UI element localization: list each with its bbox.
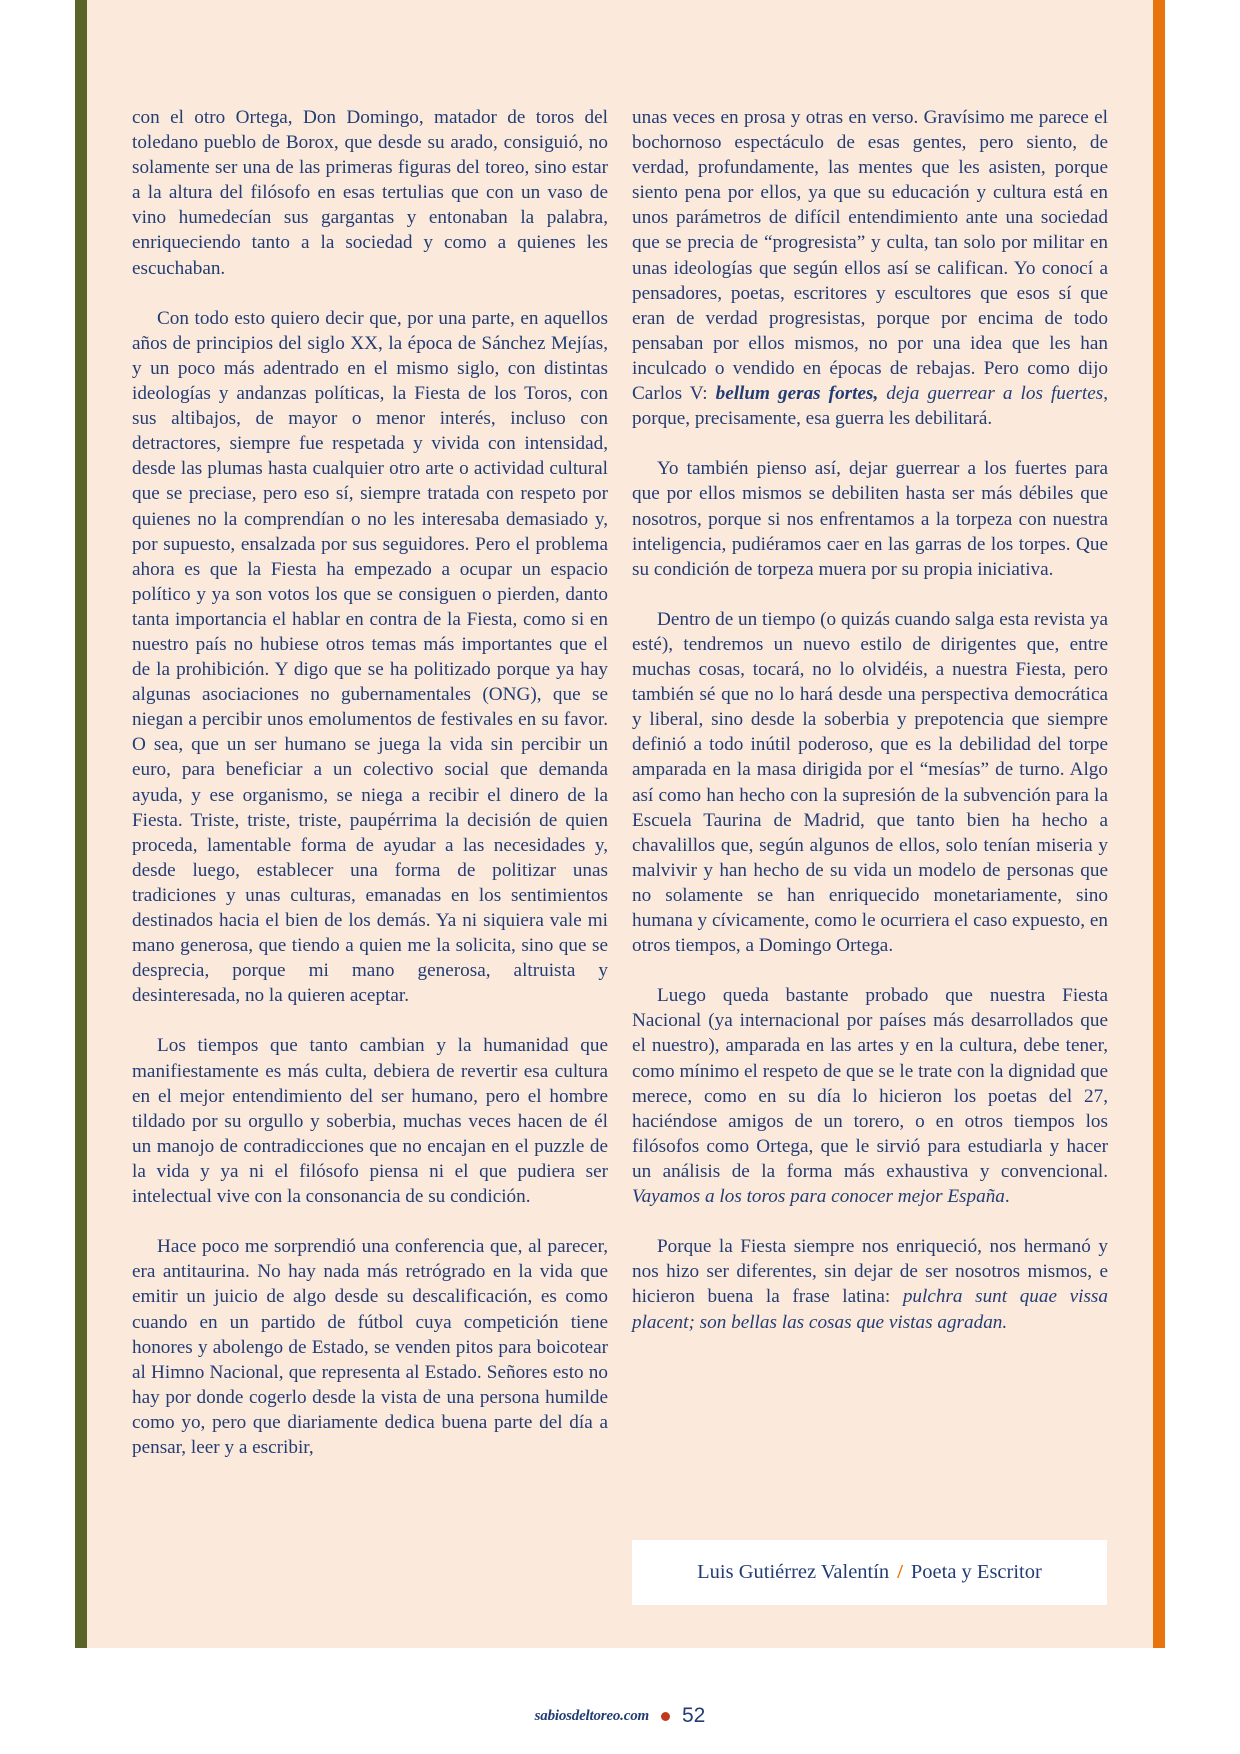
author-role: Poeta y Escritor	[910, 1561, 1042, 1583]
paragraph: Hace poco me sorprendió una conferencia que, al parecer, era antitaurina. No hay nada más retrógrado en la vida que emitir un juicio de algo desde su descalificación, es como cuando en un partido de fútbol cuya competición tiene honores y abolengo de Estado, se venden pitos para boicotear al Himno Nacional, que representa al Estado. Señores esto no hay por donde cogerlo desde la vista de una persona humilde como yo, pero que diariamente dedica buena parte del día a pensar, leer y a escribir,	[132, 1236, 608, 1458]
text-run: .	[1004, 1186, 1010, 1208]
latin-phrase-italic: pulchra sunt quae vissa placent; son bellas las cosas que vistas agradan.	[632, 1286, 1108, 1333]
text-run: , porque, precisamente, esa guerra les debilitará.	[632, 383, 1108, 430]
paragraph: Los tiempos que tanto cambian y la humanidad que manifiestamente es más culta, debiera de revertir esa cultura en el mejor entendimiento del ser humano, pero el hombre tildado por su orgullo y soberbia, muchas veces hacen de él un manojo de contradicciones que no encajan en el puzzle de la vida y ya ni el filósofo piensa ni el que pudiera ser intelectual vive con la consonancia de su condición.	[132, 1035, 608, 1208]
page-footer	[0, 1700, 1240, 1732]
paragraph: Yo también pienso así, dejar guerrear a los fuertes para que por ellos mismos se debiliten hasta ser más débiles que nosotros, porque si nos enfrentamos a la torpeza con nuestra inteligencia, pudiéramos caer en las garras de los torpes. Que su condición de torpeza muera por su propia iniciativa.	[632, 458, 1108, 580]
paragraph	[632, 1234, 1108, 1334]
text-run: unas veces en prosa y otras en verso. Gravísimo me parece el bochornoso espectáculo de esas gentes, pero siento, de verdad, profundamente, las mentes que les asisten, porque siento pena por ellos, ya que su educación y cultura está en unos parámetros de difícil entendimiento ante una sociedad que se precia de “progresista” y culta, tan solo por militar en unas ideologías que según ellos así se califican. Yo conocí a pensadores, poetas, escritores y escultores que esos sí que eran de verdad progresistas, porque por encima de todo pensaban por ellos mismos, no por una idea que les han inculcado o vendido en épocas de rebajas. Pero como dijo Carlos V:	[632, 107, 1108, 405]
right-column	[632, 105, 1108, 1360]
author-name: Luis Gutiérrez Valentín	[697, 1561, 890, 1583]
latin-quote-bold: bellum geras fortes,	[715, 383, 879, 405]
site-name: sabiosdeltoreo.com	[534, 1707, 649, 1724]
left-accent-bar	[75, 0, 87, 1648]
right-accent-bar	[1153, 0, 1165, 1648]
paragraph: Dentro de un tiempo (o quizás cuando salga esta revista ya esté), tendremos un nuevo estilo de dirigentes que, entre muchas cosas, tocará, no lo olvidéis, a nuestra Fiesta, pero también sé que no lo hará desde una perspectiva democrática y liberal, sino desde la soberbia y prepotencia que siempre definió a todo inútil poderoso, que es la debilidad del torpe amparada en la masa dirigida por el “mesías” de turno. Algo así como han hecho con la supresión de la subvención para la Escuela Taurina de Madrid, que tanto bien ha hecho a chavalillos que, según algunos de ellos, solo tenían miseria y malvivir y han hecho de su vida un modelo de personas que no solamente se han enriquecido monetariamente, sino humana y cívicamente, como le ocurriera el caso expuesto, en otros tiempos, a Domingo Ortega.	[632, 608, 1108, 957]
paragraph: Con todo esto quiero decir que, por una parte, en aquellos años de principios del siglo XX, la época de Sánchez Mejías, y un poco más adentrado en el mismo siglo, con distintas ideologías y andanzas políticas, la Fiesta de los Toros, con sus altibajos, de mayor o menor interés, incluso con detractores, siempre fue respetada y vivida con intensidad, desde las plumas hasta cualquier otro arte o actividad cultural que se preciase, pero eso sí, siempre tratada con respeto por quienes no la comprendían o no les interesaba demasiado y, por supuesto, ensalzada por sus seguidores. Pero el problema ahora es que la Fiesta ha empezado a ocupar un espacio político y ya son votos los que se consiguen o pierden, danto tanta importancia el hablar en contra de la Fiesta, como si en nuestro país no hubiese otros temas más importantes que el de la prohibición. Y digo que se ha politizado porque ya hay algunas asociaciones no gubernamentales (ONG), que se niegan a percibir unos emolumentos de festivales en su favor. O sea, que un ser humano se juega la vida sin percibir un euro, para beneficiar a un colectivo social que demanda ayuda, y ese organismo, se niega a recibir el dinero de la Fiesta. Triste, triste, triste, paupérrima la decisión de quien proceda, lamentable forma de ayudar a las necesidades y, desde luego, establecer una forma de politizar unas tradiciones y unas culturas, emanadas en los sentimientos destinados hacia el bien de los demás. Ya ni siquiera vale mi mano generosa, que tiendo a quien me la solicita, sino que se desprecia, porque mi mano generosa, altruista y desinteresada, no la quieren aceptar.	[132, 307, 608, 1007]
page-number: 52	[681, 1704, 706, 1727]
author-signature-box	[632, 1540, 1107, 1605]
paragraph	[632, 983, 1108, 1209]
bullet-dot-icon	[661, 1712, 670, 1721]
text-run: Porque la Fiesta siempre nos enriqueció, nos hermanó y nos hizo ser diferentes, sin dejar de ser nosotros mismos, e hicieron buena la frase latina:	[632, 1236, 1108, 1308]
quote-italic: deja guerrear a los fuertes	[878, 383, 1104, 405]
paragraph: con el otro Ortega, Don Domingo, matador de toros del toledano pueblo de Borox, que desde su arado, consiguió, no solamente ser una de las primeras figuras del toreo, sino estar a la altura del filósofo en esas tertulias que con un vaso de vino humedecían sus gargantas y entonaban la palabra, enriqueciendo tanto a la sociedad y como a quienes les escuchaban.	[132, 107, 608, 279]
text-run: Luego queda bastante probado que nuestra Fiesta Nacional (ya internacional por países más desarrollados que el nuestro), amparada en las artes y en la cultura, debe tener, como mínimo el respeto de que se le trate con la dignidad que merece, como en su día lo hicieron los poetas del 27, haciéndose amigos de un torero, o en otros tiempos los filósofos como Ortega, que le sirvió para estudiarla y hacer un análisis de la forma más exhaustiva y convencional.	[632, 985, 1108, 1182]
signature-separator: /	[897, 1561, 903, 1583]
paragraph	[632, 105, 1108, 431]
left-column	[132, 105, 608, 1485]
quote-italic: Vayamos a los toros para conocer mejor España	[632, 1186, 1005, 1208]
